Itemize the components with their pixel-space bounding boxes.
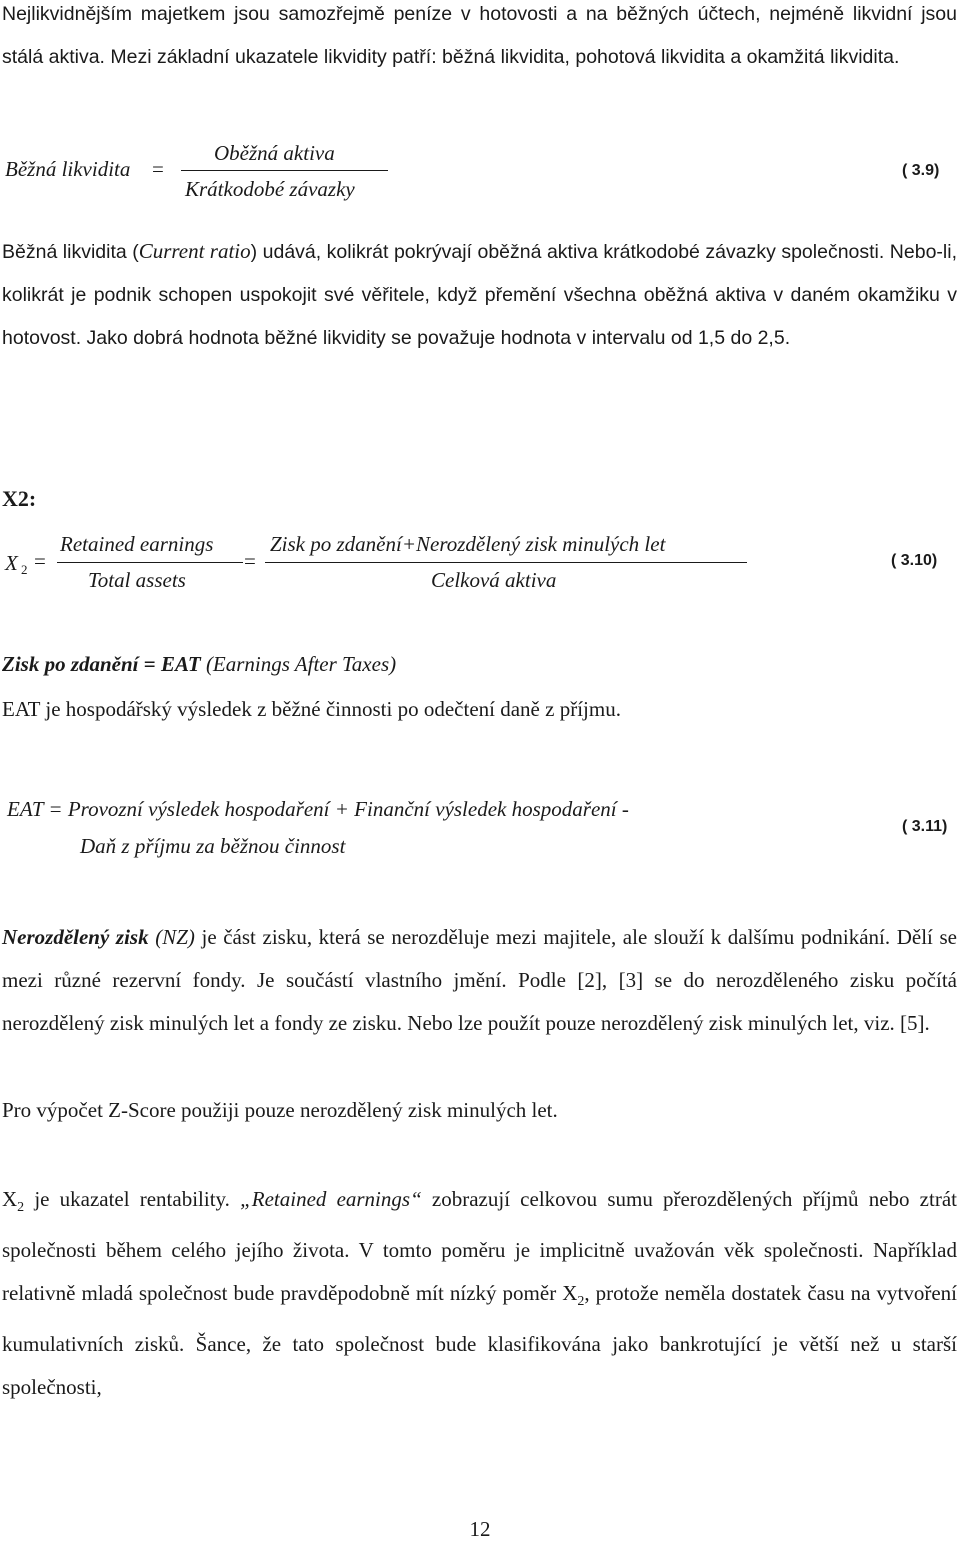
eq-3-10-frac2-bar [265, 562, 747, 563]
x2-para-sub-1: 2 [17, 1200, 25, 1216]
eat-def-abbr: EAT [161, 652, 201, 676]
x2-para-text-4: , protože neměla dostatek času na vytvoření kumulativních zisků. Šance, že tato společnost bude klasifikována jako bankrotující je větší než u starší společnosti, [2, 1281, 957, 1400]
x2-para-text-1: X [2, 1187, 18, 1211]
eq-3-9-numerator: Oběžná aktiva [214, 141, 335, 165]
x2-para-sub-2: 2 [577, 1294, 585, 1310]
eq-3-10-number: ( 3.10) [891, 552, 938, 569]
eq-3-10-frac1-denominator: Total assets [88, 568, 186, 592]
x2-para-text-2: je ukazatel rentability. [24, 1187, 241, 1211]
nz-text: je část zisku, která se nerozděluje mezi majitele, ale slouží k dalšímu podnikání. Dělí se mezi různé rezervní fondy. Je součástí vlastního jmění. Podle [2], [3] se do nerozděleného zisku počítá nerozdělený zisk minulých let a fondy ze zisku. Nebo lze použít pouze nerozdělený zisk minulých let, viz. [5]. [2, 925, 957, 1035]
nz-abbr: (NZ) [148, 925, 195, 949]
zscore-line: Pro výpočet Z-Score použiji pouze nerozdělený zisk minulých let. [2, 1098, 558, 1122]
eq-3-10-frac1-numerator: Retained earnings [60, 532, 214, 556]
eq-3-11-line-2: Daň z příjmu za běžnou činnost [80, 834, 346, 858]
eat-definition [2, 652, 396, 677]
x2-heading: X2: [2, 486, 37, 511]
eq-3-11-text-1: EAT = Provozní výsledek hospodaření + Finanční výsledek hospodaření - [7, 797, 629, 821]
eq-3-10-frac2-numerator: Zisk po zdanění+Nerozdělený zisk minulých let [270, 532, 666, 556]
current-ratio-text-1: Běžná likvidita ( [2, 241, 139, 263]
nz-paragraph [2, 916, 957, 1045]
eq-3-9-denominator: Krátkodobé závazky [185, 177, 355, 201]
current-ratio-paragraph [2, 230, 957, 360]
eq-3-10-equals: = [34, 549, 46, 573]
page-number: 12 [469, 1517, 491, 1541]
eq-3-9-equals: = [152, 157, 164, 181]
eq-3-9-fraction-bar [181, 170, 388, 171]
eq-3-9-number: ( 3.9) [902, 162, 940, 179]
eq-3-9-lhs: Běžná likvidita [5, 157, 131, 181]
x2-paragraph [2, 1178, 957, 1409]
x2-para-text-3: zobrazují celkovou sumu přerozdělených příjmů nebo ztrát společnosti během celého jejího života. V tomto poměru je implicitně uvažován věk společnosti. Například relativně mladá společnost bude pravděpodobně mít nízký poměr X [2, 1187, 957, 1306]
current-ratio-text-2: ) udává, kolikrát pokrývají oběžná aktiva krátkodobé závazky společnosti. Nebo-li, kolikrát je podnik schopen uspokojit své věřitele, když přemění všechna oběžná aktiva v daném okamžiku v hotovost. Jako dobrá hodnota běžné likvidity se považuje hodnota v intervalu od 1,5 do 2,5. [2, 241, 957, 349]
eq-3-10-frac2-denominator: Celková aktiva [431, 568, 557, 592]
eq-3-11-line-1 [7, 797, 629, 822]
eat-description: EAT je hospodářský výsledek z běžné činnosti po odečtení daně z příjmu. [2, 697, 621, 721]
nz-term: Nerozdělený zisk [2, 925, 149, 949]
eq-3-10-lhs-var: X [5, 551, 18, 575]
eq-3-11-number: ( 3.11) [902, 818, 948, 835]
eq-3-10-equals-2: = [244, 549, 256, 573]
x2-para-quote: „Retained earnings“ [240, 1187, 422, 1211]
current-ratio-term: Current ratio [138, 239, 251, 263]
eat-def-term: Zisk po zdanění [2, 652, 139, 676]
eq-3-10-frac1-bar [57, 562, 243, 563]
eat-def-paren: (Earnings After Taxes) [200, 652, 397, 676]
eq-3-10-lhs-sub: 2 [21, 562, 28, 577]
intro-paragraph: Nejlikvidnějším majetkem jsou samozřejmě peníze v hotovosti a na běžných účtech, nejméně likvidní jsou stálá aktiva. Mezi základní ukazatele likvidity patří: běžná likvidita, pohotová likvidita a okamžitá likvidita. [2, 3, 957, 68]
eat-def-eq: = [138, 652, 161, 676]
